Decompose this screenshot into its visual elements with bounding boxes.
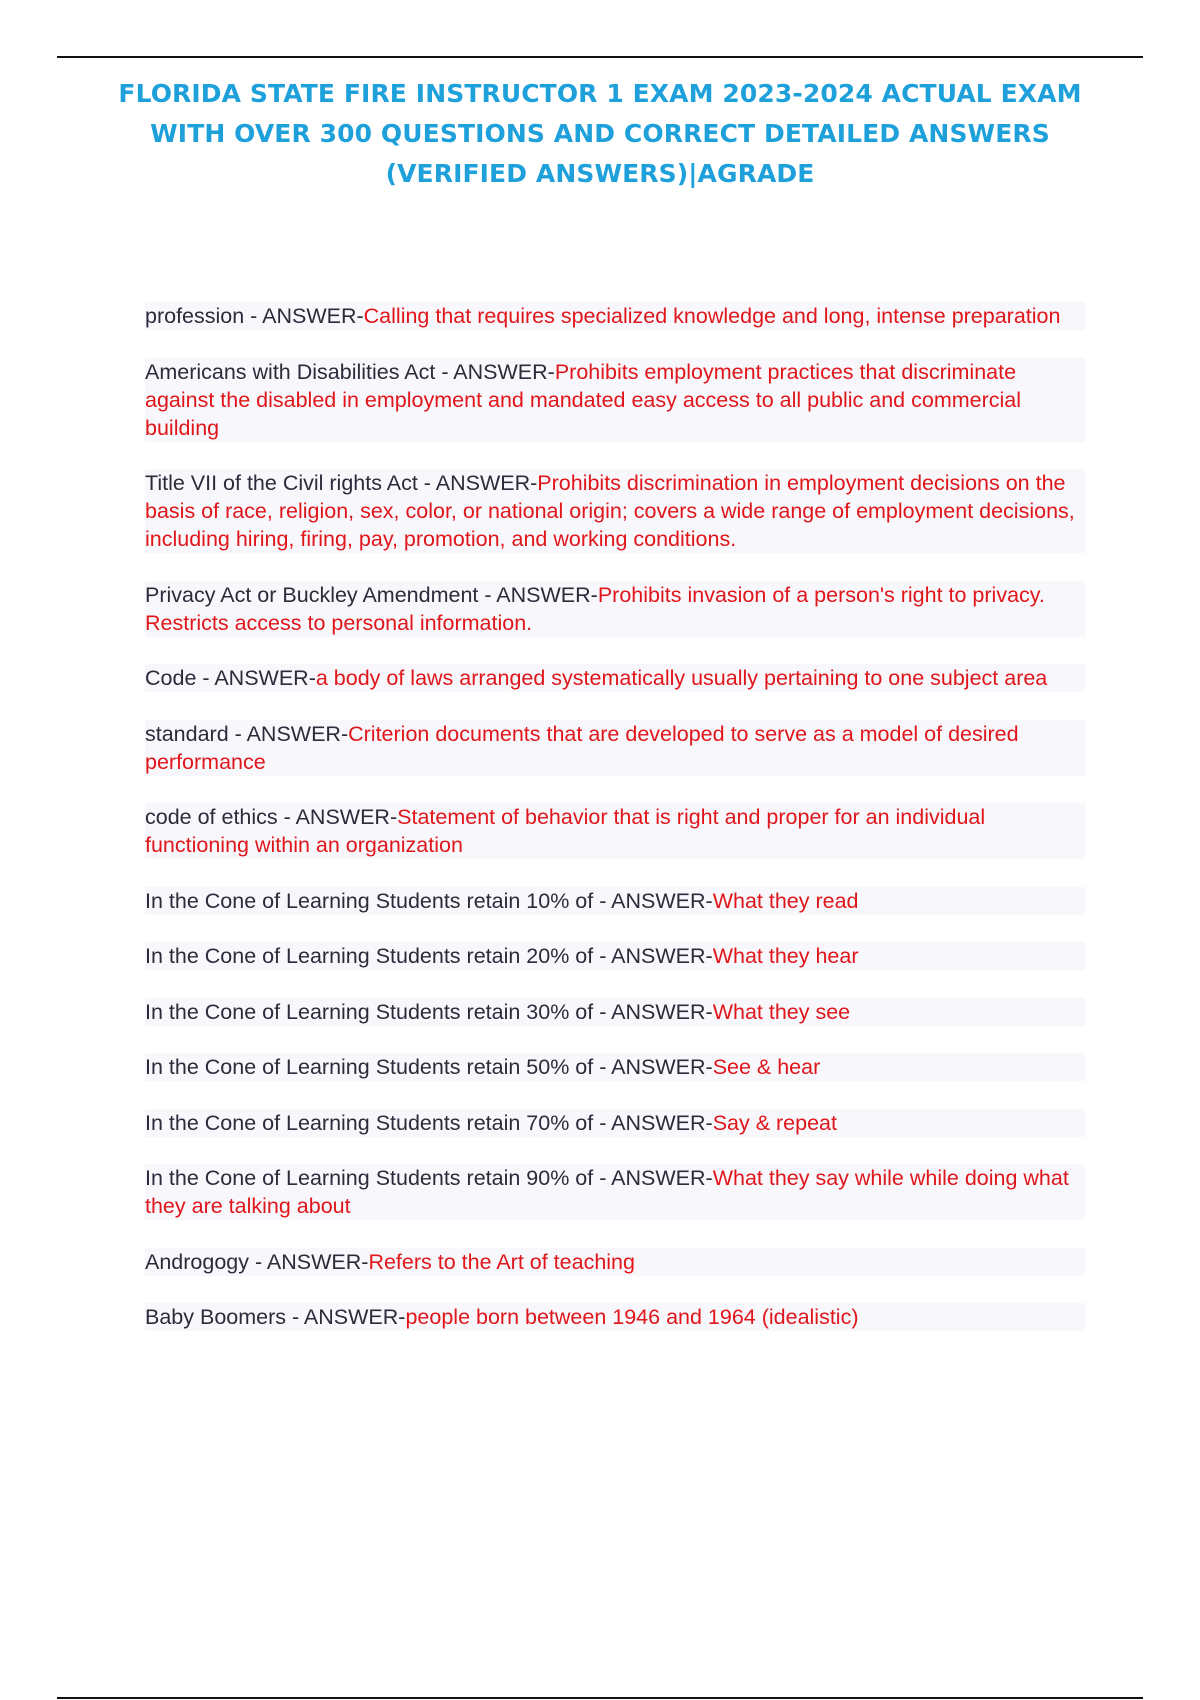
answer-separator: - ANSWER- [593,1055,713,1079]
qa-answer: Say & repeat [712,1110,837,1135]
qa-answer: See & hear [712,1055,821,1079]
qa-term: In the Cone of Learning Students retain 20% of [145,944,594,968]
qa-answer: What they say while while doing what they are talking about [145,1166,1069,1218]
qa-item [145,1303,1085,1331]
qa-answer: Prohibits discrimination in employment decisions on the basis of race, religion, sex, color, or national origin; covers a wide range of employment decisions, including hiring, firing, pay, promotion, and working conditions. [145,471,1075,551]
title-line-2: WITH OVER 300 QUESTIONS AND CORRECT DETAILED ANSWERS [150,119,1050,148]
qa-term: Androgogy [145,1249,249,1274]
qa-answer: Calling that requires specialized knowledge and long, intense preparation [363,304,1061,328]
answer-separator: - ANSWER- [593,944,713,968]
qa-item [145,581,1085,637]
qa-item [145,1248,1085,1276]
qa-term: In the Cone of Learning Students retain 10% of [145,888,594,913]
qa-item [145,1053,1085,1081]
answer-separator: - ANSWER- [277,805,398,829]
answer-separator: - ANSWER- [249,1249,369,1274]
top-rule [57,56,1143,58]
qa-answer: What they see [712,999,851,1024]
title-line-1: FLORIDA STATE FIRE INSTRUCTOR 1 EXAM 2023-2024 ACTUAL EXAM [118,79,1082,108]
answer-separator: - ANSWER- [196,666,316,690]
qa-item [145,302,1085,330]
qa-term: Code [145,666,197,690]
qa-answer: What they hear [712,944,859,968]
answer-separator: - ANSWER- [593,888,713,913]
qa-term: Title VII of the Civil rights Act [145,471,418,495]
answer-separator: - ANSWER- [244,304,364,328]
qa-item [145,998,1085,1026]
answer-separator: - ANSWER- [593,1166,713,1190]
answer-separator: - ANSWER- [417,471,538,495]
qa-answer: Criterion documents that are developed to serve as a model of desired performance [145,721,1019,774]
qa-item [145,664,1085,692]
qa-term: Privacy Act or Buckley Amendment [145,582,479,607]
qa-item [145,942,1085,970]
answer-separator: - ANSWER- [435,359,555,384]
answer-separator: - ANSWER- [593,1110,713,1135]
qa-answer: a body of laws arranged systematically usually pertaining to one subject area [315,666,1048,690]
qa-term: Americans with Disabilities Act [145,359,436,384]
qa-answer: Prohibits employment practices that discriminate against the disabled in employment and mandated easy access to all public and commercial building [145,359,1022,440]
qa-item [145,1109,1085,1137]
qa-term: Baby Boomers [145,1305,287,1329]
qa-term: In the Cone of Learning Students retain 70% of [145,1110,594,1135]
qa-answer: Prohibits invasion of a person's right to privacy. Restricts access to personal information. [145,582,1045,635]
qa-item [145,887,1085,915]
answer-separator: - ANSWER- [286,1305,406,1329]
qa-term: profession [145,304,245,328]
qa-term: standard [145,721,229,746]
question-answer-list [145,302,1085,1359]
bottom-rule [57,1697,1143,1699]
qa-term: In the Cone of Learning Students retain 30% of [145,999,594,1024]
qa-item [145,720,1085,776]
qa-item [145,358,1085,442]
qa-term: code of ethics [145,805,278,829]
qa-term: In the Cone of Learning Students retain 50% of [145,1055,594,1079]
answer-separator: - ANSWER- [478,582,598,607]
qa-answer: Refers to the Art of teaching [368,1249,635,1274]
answer-separator: - ANSWER- [593,999,713,1024]
document-title [100,74,1100,194]
qa-item [145,803,1085,859]
answer-separator: - ANSWER- [228,721,349,746]
qa-answer: What they read [712,888,859,913]
title-line-3: (VERIFIED ANSWERS)|AGRADE [385,159,815,188]
qa-term: In the Cone of Learning Students retain 90% of [145,1166,594,1190]
qa-item [145,469,1085,553]
qa-item [145,1164,1085,1220]
qa-answer: people born between 1946 and 1964 (idealistic) [405,1305,859,1329]
qa-answer: Statement of behavior that is right and proper for an individual functioning within an organization [145,805,986,857]
